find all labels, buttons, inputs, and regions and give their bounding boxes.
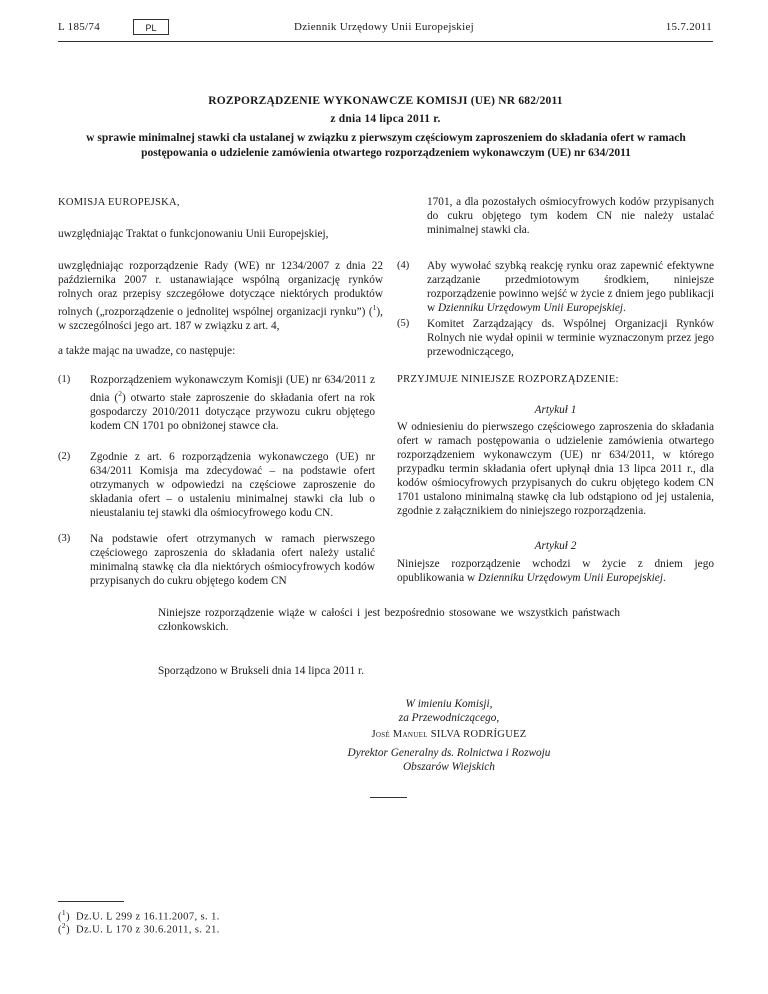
recital-treaty: uwzględniając Traktat o funkcjonowaniu Unii Europejskiej, <box>58 228 329 240</box>
recital-number: (2) <box>58 451 71 462</box>
article-2-text: Niniejsze rozporządzenie wchodzi w życie z dniem jego opublikowania w Dzienniku Urzędowym Unii Europejskiej. <box>397 558 714 584</box>
recital-number: (4) <box>397 260 410 271</box>
institution: KOMISJA EUROPEJSKA, <box>58 197 180 208</box>
footnote-ref: 1 <box>372 303 377 312</box>
recital-number: (1) <box>58 374 71 385</box>
signatory-role-line2: Obszarów Wiejskich <box>403 761 495 773</box>
signature-on-behalf: W imieniu Komisji, <box>405 698 493 710</box>
recital-5: Komitet Zarządzający ds. Wspólnej Organizacji Rynków Rolnych nie wydał opinii w terminie wyznaczonym przez jego przewodniczącego, <box>427 318 714 358</box>
article-1-text: W odniesieniu do pierwszego częściowego zaproszenia do składania ofert w ramach postępowania o udzielenie zamówienia otwartego rozporządzeniem wykonawczym (UE) nr 634/2011, w którego przypadku termin składania ofert upłynął dnia 13 lipca 2011 r., dla kodów ośmiocyfrowych przypisanych do cukru objętego kodem CN 1701 ustalono minimalną stawkę cła lub odstąpiono od jej ustalenia, zgodnie z załącznikiem do niniejszego rozporządzenia. <box>397 421 714 517</box>
footnote-2: ($^2$) Dz.U. L 170 z 30.6.2011, s. 21. <box>58 921 220 936</box>
end-rule <box>370 797 407 798</box>
binding-clause: Niniejsze rozporządzenie wiąże w całości i jest bezpośrednio stosowane we wszystkich państwach członkowskich. <box>158 607 620 633</box>
recital-number: (3) <box>58 533 71 544</box>
recital-3: Na podstawie ofert otrzymanych w ramach pierwszego częściowego zaproszenia do składania ofert należy ustalić minimalną stawkę cła dla niektórych ośmiocyfrowych kodów przypisanych do cukru objętego kodem CN <box>90 533 375 587</box>
adopts-clause: PRZYJMUJE NINIEJSZE ROZPORZĄDZENIE: <box>397 374 619 385</box>
signatory-role: Dyrektor Generalny ds. Rolnictwa i Rozwoju <box>347 747 551 759</box>
footnote-rule <box>58 901 124 902</box>
article-1-heading: Artykuł 1 <box>534 404 577 416</box>
recital-2: Zgodnie z art. 6 rozporządzenia wykonawczego (UE) nr 634/2011 Komisja ma zdecydować – na podstawie ofert otrzymanych w odpowiedzi na częściowe zaproszenie do składania ofert – o ustaleniu minimalnej stawki cła lub o nieustalaniu tej stawki dla ośmiocyfrowego kodu CN. <box>90 451 375 519</box>
journal-name: Dziennik Urzędowy Unii Europejskiej <box>293 21 475 33</box>
publication-date: 15.7.2011 <box>665 21 712 33</box>
regulation-title: ROZPORZĄDZENIE WYKONAWCZE KOMISJI (UE) NR 682/2011 <box>208 95 563 107</box>
whereas-intro: a także mając na uwadze, co następuje: <box>58 345 236 357</box>
footnote-ref: 2 <box>118 389 122 398</box>
page-reference: L 185/74 <box>58 21 101 33</box>
done-at: Sporządzono w Brukseli dnia 14 lipca 2011 r. <box>158 665 365 677</box>
recital-number: (5) <box>397 318 410 329</box>
footnote-1: ($^1$) Dz.U. L 299 z 16.11.2007, s. 1. <box>58 908 220 923</box>
regulation-date: z dnia 14 lipca 2011 r. <box>330 113 441 125</box>
recital-3-continuation: 1701, a dla pozostałych ośmiocyfrowych kodów przypisanych do cukru objętego tym kodem CN nie należy ustalać minimalnej stawki cła. <box>427 196 714 236</box>
recital-1: Rozporządzeniem wykonawczym Komisji (UE) nr 634/2011 z dnia ($^2$) otwarto stałe zaproszenie do składania ofert na rok gospodarczy 2010/2011 dotyczące przywozu cukru objętego kodem CN 1701 po obniżonej stawce cła. <box>90 374 375 432</box>
regulation-subject: w sprawie minimalnej stawki cła ustalanej w związku z pierwszym częściowym zaproszeniem do składania ofert w ramach postępowania o udzielenie zamówienia otwartego rozporządzeniem wykonawczym (UE) nr 634/2011 <box>86 132 686 159</box>
language-badge: PL <box>133 19 169 35</box>
signatory-name: José Manuel SILVA RODRÍGUEZ <box>371 729 527 740</box>
recital-4: Aby wywołać szybką reakcję rynku oraz zapewnić efektywne zarządzanie przedmiotowym środkiem, niniejsze rozporządzenie powinno wejść w życie z dniem jego publikacji w Dzienniku Urzędowym Unii Europejskiej. <box>427 260 714 314</box>
article-2-heading: Artykuł 2 <box>534 540 577 552</box>
recital-regulation: uwzględniając rozporządzenie Rady (WE) nr 1234/2007 z dnia 22 października 2007 r. ustanawiające wspólną organizację rynków rolnych oraz przepisy szczegółowe dotyczące niektórych produktów rolnych („rozporządzenie o jednolitej wspólnej organizacji rynku”) ($^1$), w szczególności jego art. 187 w związku z art. 4, <box>58 260 383 332</box>
header-rule <box>58 41 713 42</box>
signature-for-president: za Przewodniczącego, <box>398 712 500 724</box>
